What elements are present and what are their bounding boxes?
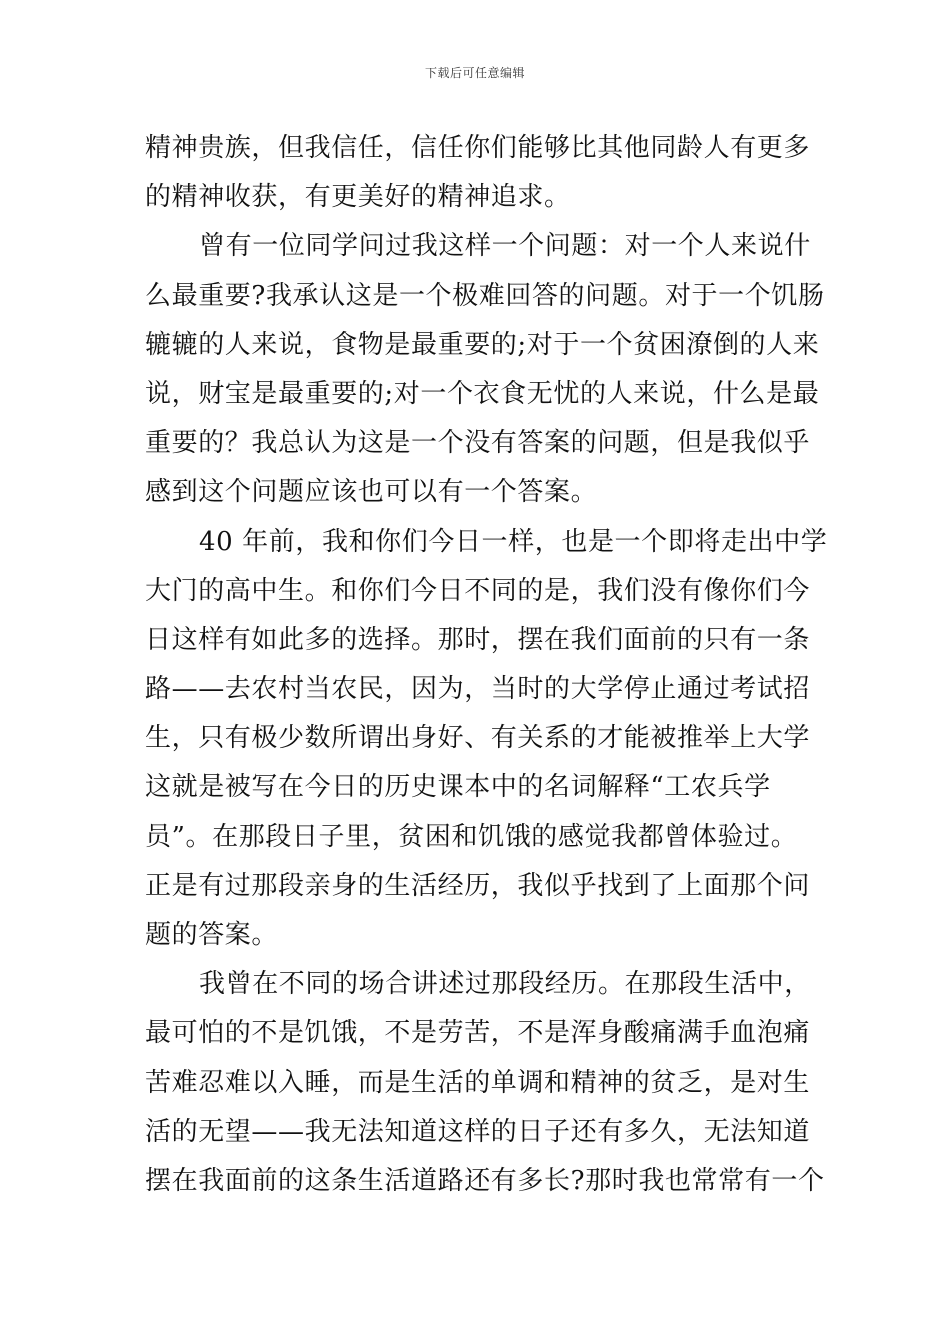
text-line: 辘辘的人来说，食物是最重要的;对于一个贫困潦倒的人来 [145, 329, 820, 360]
text-line: 路——去农村当农民，因为，当时的大学停止通过考试招 [145, 674, 811, 705]
text-line: 摆在我面前的这条生活道路还有多长?那时我也常常有一个 [145, 1165, 825, 1196]
paragraph-start-line: 40 年前，我和你们今日一样，也是一个即将走出中学 [199, 526, 828, 557]
text-line: 重要的？我总认为这是一个没有答案的问题，但是我似乎 [145, 428, 811, 459]
text-line: 题的答案。 [145, 920, 279, 950]
text-line: 精神贵族，但我信任，信任你们能够比其他同龄人有更多 [145, 133, 811, 163]
text-line: 正是有过那段亲身的生活经历，我似乎找到了上面那个问 [145, 870, 811, 901]
text-line: 么最重要?我承认这是一个极难回答的问题。对于一个饥肠 [145, 280, 825, 311]
text-line: 大门的高中生。和你们今日不同的是，我们没有像你们今 [145, 575, 811, 606]
text-line: 最可怕的不是饥饿，不是劳苦，不是浑身酸痛满手血泡痛 [145, 1018, 811, 1049]
text-line: 感到这个问题应该也可以有一个答案。 [145, 477, 598, 508]
text-line: 苦难忍难以入睡，而是生活的单调和精神的贫乏，是对生 [145, 1067, 811, 1098]
paragraph-start-line: 我曾在不同的场合讲述过那段经历。在那段生活中， [199, 969, 811, 1000]
text-line: 说，财宝是最重要的;对一个衣食无忧的人来说，什么是最 [145, 378, 820, 409]
page-header: 下载后可任意编辑 [424, 66, 525, 80]
paragraph-start-line: 曾有一位同学问过我这样一个问题：对一个人来说什 [199, 231, 811, 262]
text-line: 活的无望——我无法知道这样的日子还有多久，无法知道 [145, 1116, 811, 1147]
text-line: 这就是被写在今日的历史课本中的名词解释“工农兵学 [145, 772, 771, 803]
text-line: 的精神收获，有更美好的精神追求。 [145, 182, 571, 213]
text-line: 员”。在那段日子里，贫困和饥饿的感觉我都曾体验过。 [145, 821, 798, 852]
text-line: 日这样有如此多的选择。那时，摆在我们面前的只有一条 [145, 624, 811, 655]
body-text [145, 124, 828, 1206]
text-line: 生，只有极少数所谓出身好、有关系的才能被推举上大学 [145, 723, 811, 754]
